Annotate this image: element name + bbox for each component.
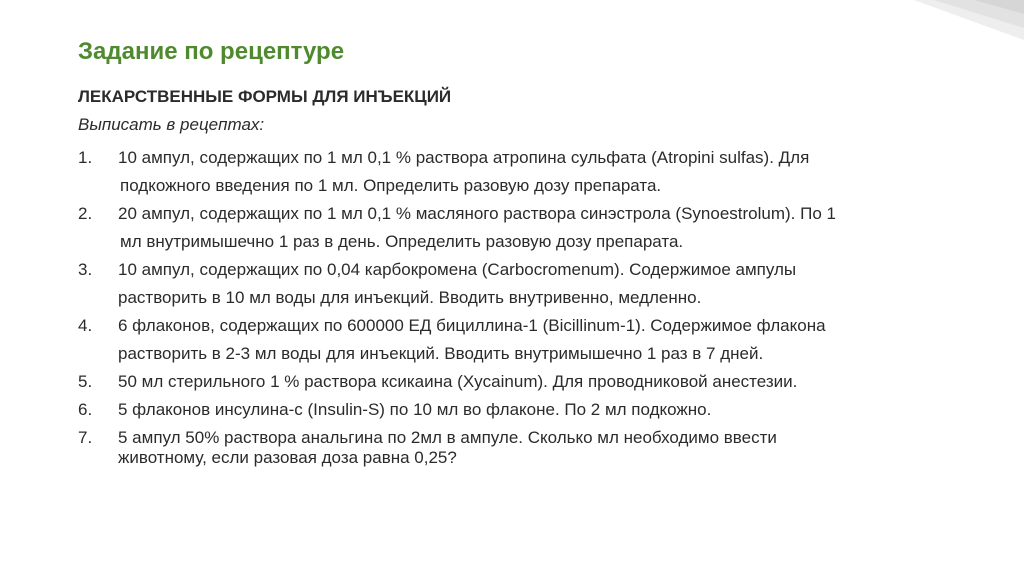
task-number: 1.	[78, 148, 93, 167]
task-text-line: 50 мл стерильного 1 % раствора ксикаина (Xycainum). Для проводниковой анестезии.	[118, 372, 798, 391]
task-text-line: 10 ампул, содержащих по 1 мл 0,1 % раствора атропина сульфата (Atropini sulfas). Для	[118, 148, 810, 167]
slide-title: Задание по рецептуре	[78, 38, 345, 65]
task-list	[78, 144, 948, 468]
task-number: 2.	[78, 204, 93, 223]
task-item	[78, 256, 948, 312]
task-item	[78, 144, 948, 200]
task-text-line: подкожного введения по 1 мл. Определить разовую дозу препарата.	[120, 176, 662, 195]
task-text-line: растворить в 10 мл воды для инъекций. Вводить внутривенно, медленно.	[118, 288, 702, 307]
task-text-line: животному, если разовая доза равна 0,25?	[118, 448, 457, 467]
task-text-line: 5 флаконов инсулина-с (Insulin-S) по 10 мл во флаконе. По 2 мл подкожно.	[118, 400, 712, 419]
intro-text: Выписать в рецептах:	[78, 115, 265, 134]
corner-decoration-graphic	[914, 0, 1024, 40]
task-number: 4.	[78, 316, 93, 335]
task-text-line: мл внутримышечно 1 раз в день. Определить разовую дозу препарата.	[120, 232, 684, 251]
task-number: 3.	[78, 260, 93, 279]
task-item	[78, 424, 948, 468]
task-item	[78, 312, 948, 368]
task-item	[78, 368, 948, 396]
task-number: 6.	[78, 400, 93, 419]
task-text-line: 20 ампул, содержащих по 1 мл 0,1 % масляного раствора синэстрола (Synoestrolum). По 1	[118, 204, 836, 223]
task-text-line: 5 ампул 50% раствора анальгина по 2мл в ампуле. Сколько мл необходимо ввести	[118, 428, 777, 447]
section-heading: ЛЕКАРСТВЕННЫЕ ФОРМЫ ДЛЯ ИНЪЕКЦИЙ	[78, 87, 452, 106]
task-item	[78, 396, 948, 424]
task-text-line: 10 ампул, содержащих по 0,04 карбокромена (Carbocromenum). Содержимое ампулы	[118, 260, 797, 279]
task-number: 7.	[78, 428, 93, 447]
task-text-line: 6 флаконов, содержащих по 600000 ЕД бициллина-1 (Bicillinum-1). Содержимое флакона	[118, 316, 826, 335]
task-item	[78, 200, 948, 256]
task-number: 5.	[78, 372, 93, 391]
task-text-line: растворить в 2-3 мл воды для инъекций. Вводить внутримышечно 1 раз в 7 дней.	[118, 344, 764, 363]
